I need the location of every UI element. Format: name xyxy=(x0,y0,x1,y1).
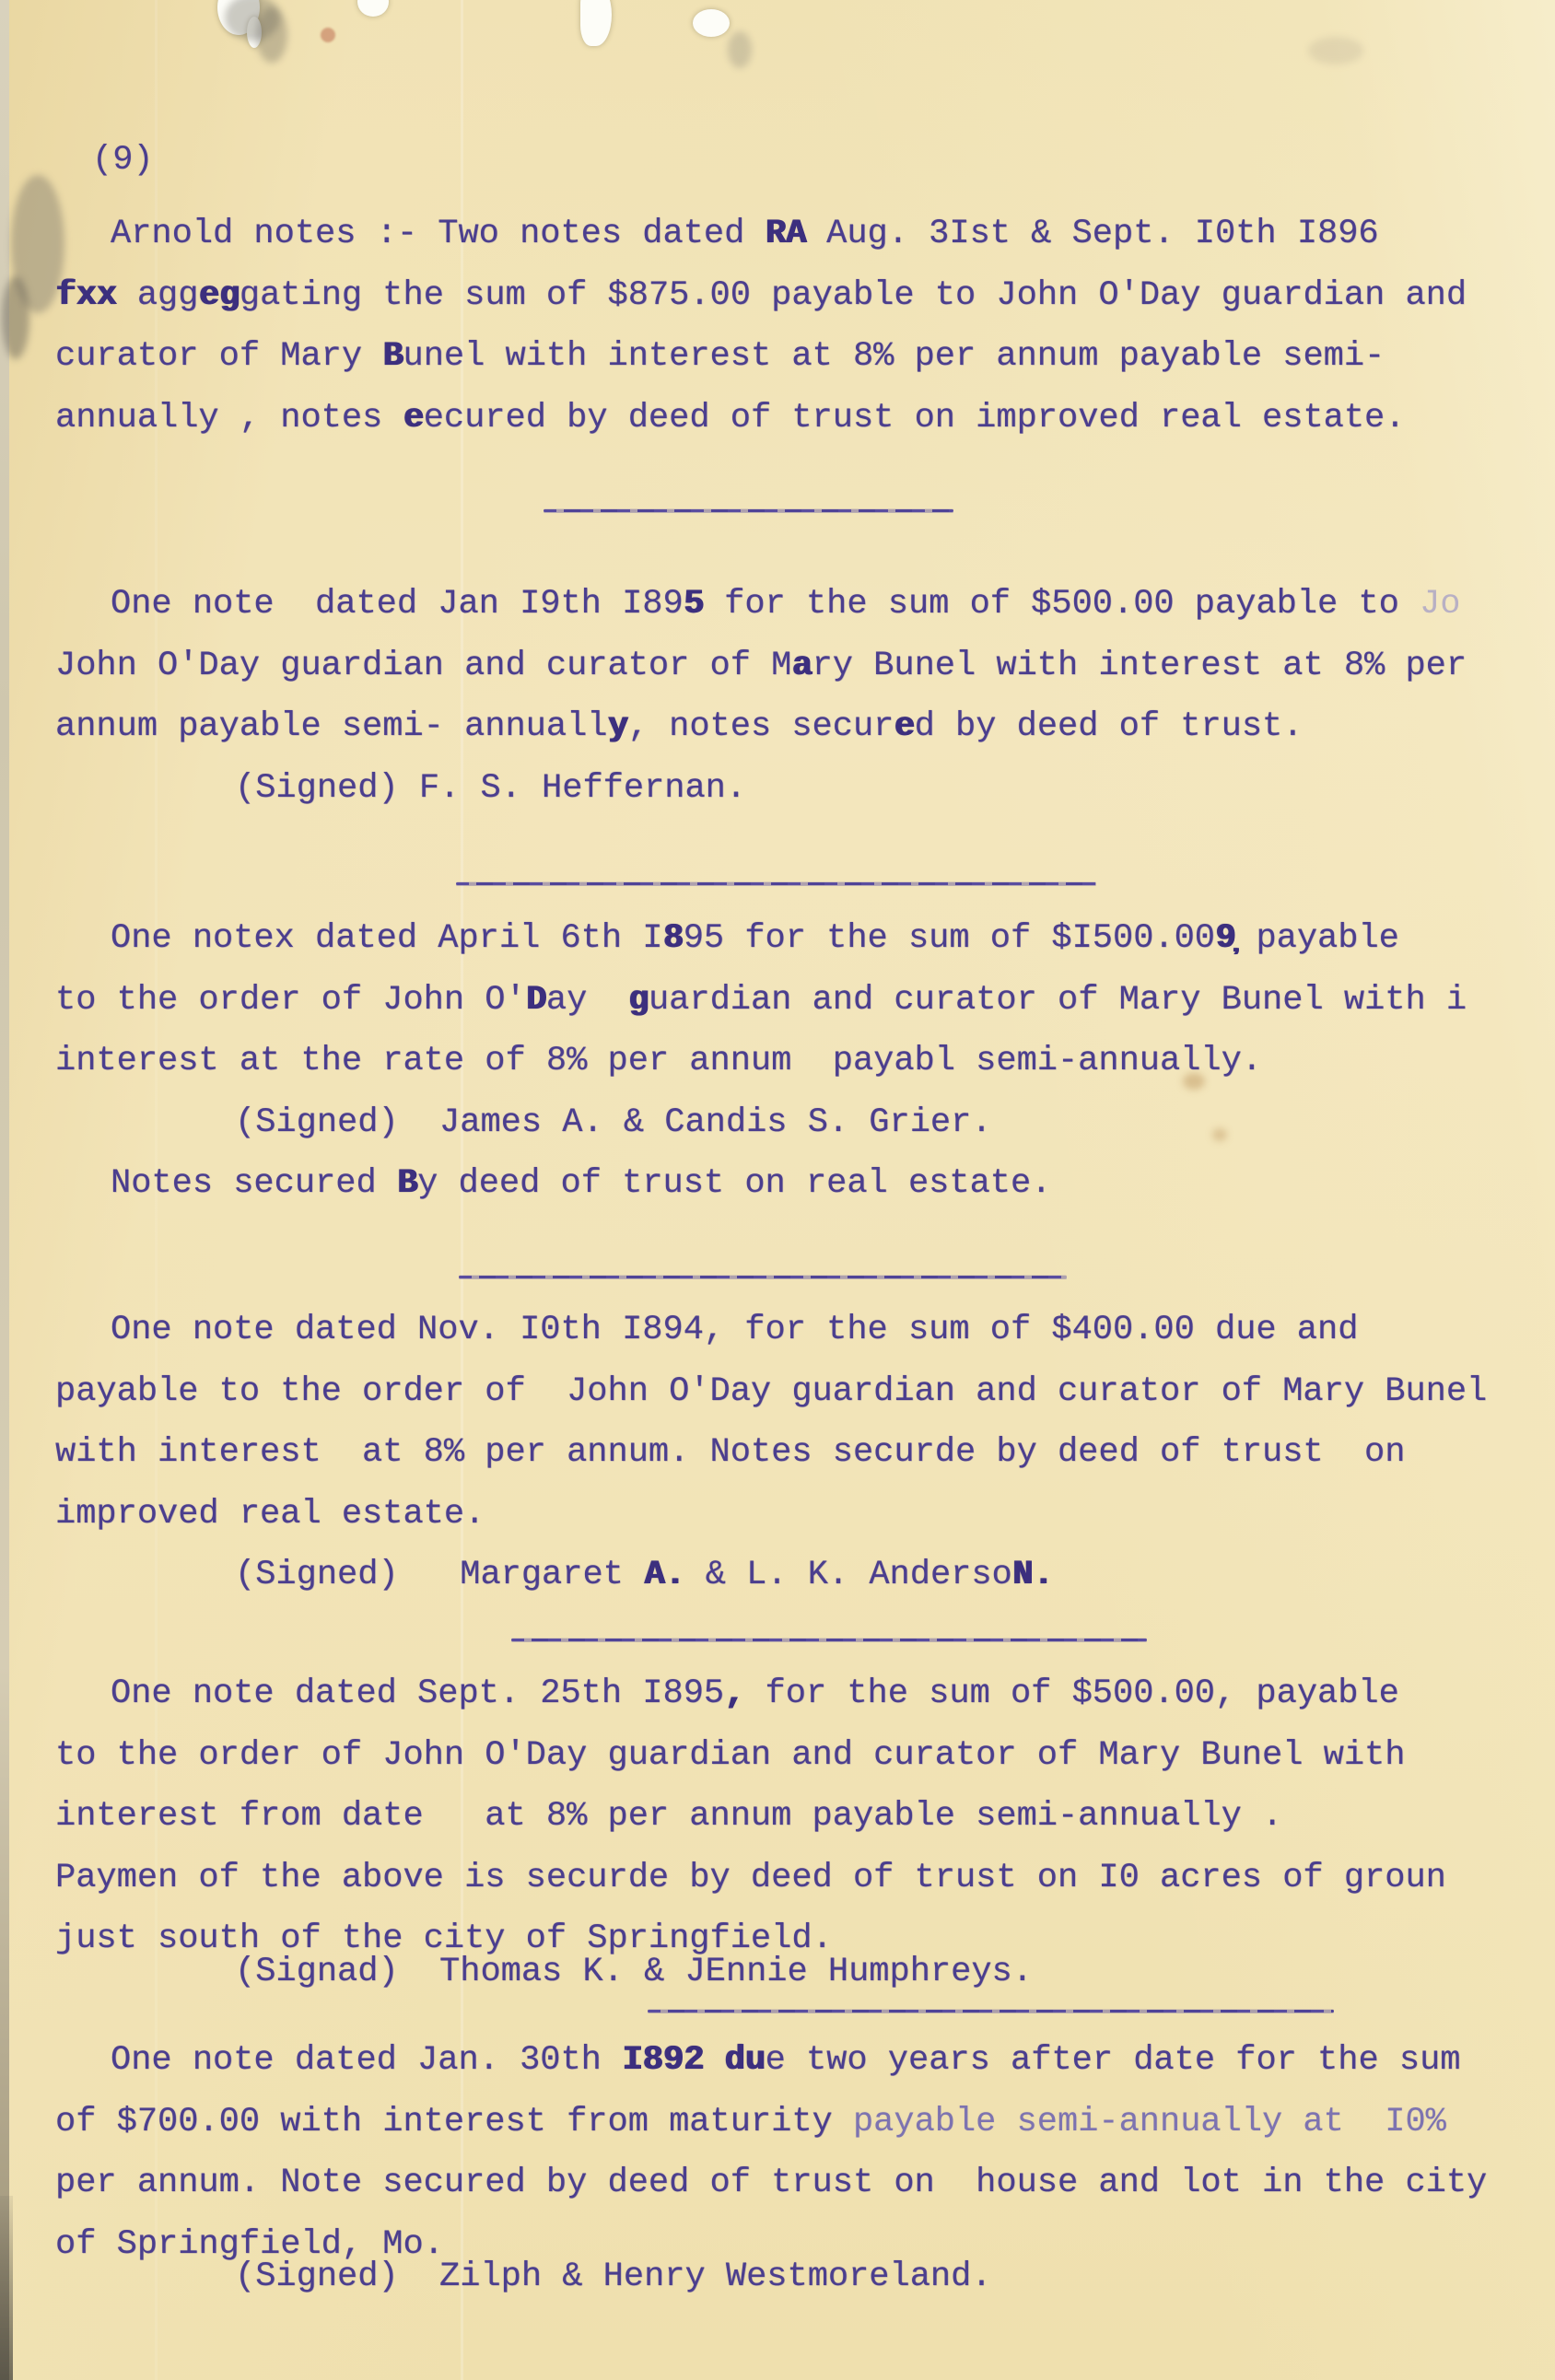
text-segment: 8 xyxy=(662,919,684,958)
text-segment: 5 xyxy=(683,585,704,624)
text-line xyxy=(55,388,1537,449)
stain-dot xyxy=(321,28,335,42)
text-segment: a xyxy=(791,646,813,685)
text-segment: of $700.00 with interest from maturity xyxy=(55,2102,853,2141)
text-segment: payable semi-annually at I0% xyxy=(852,2102,1446,2141)
text-segment: for the sum of $500.00 payable to xyxy=(703,585,1421,624)
text-segment: interest at the rate of 8% per annum payabl semi-annually. xyxy=(55,1042,1263,1080)
text-line xyxy=(55,204,1537,265)
paper-tear xyxy=(693,9,730,37)
text-segment: , xyxy=(724,1674,745,1713)
section-divider-line xyxy=(456,882,1096,885)
text-segment: ecured by deed of trust on improved real estate. xyxy=(423,398,1406,438)
text-segment: e xyxy=(403,398,424,438)
text-line xyxy=(55,574,1537,636)
text-segment: 9̦ xyxy=(1215,919,1236,958)
text-segment: payable xyxy=(1235,919,1399,958)
text-line xyxy=(55,758,1537,820)
smudge-mark xyxy=(1308,37,1363,64)
note-paragraph xyxy=(55,574,1537,819)
text-segment: y deed of trust on real estate. xyxy=(417,1164,1052,1203)
text-segment: e xyxy=(894,707,915,746)
text-line xyxy=(55,1422,1537,1484)
text-segment: RA xyxy=(765,215,806,253)
text-line xyxy=(55,1361,1537,1423)
text-segment: ay xyxy=(545,980,628,1020)
section-divider-line xyxy=(648,2010,1334,2012)
text-line xyxy=(55,1942,1537,2003)
paper-tear xyxy=(357,0,389,17)
text-segment: One note dated Nov. I0th I894, for the sum of $400.00 due and xyxy=(111,1311,1359,1349)
page-bottom-left-shadow xyxy=(0,2196,13,2380)
note-paragraph xyxy=(55,908,1537,1215)
text-segment: (Signed) Zilph & Henry Westmoreland. xyxy=(235,2258,992,2296)
text-segment: Arnold notes :- Two notes dated xyxy=(111,215,766,253)
text-segment: per annum. Note secured by deed of trust on house and lot in the city xyxy=(55,2164,1488,2202)
text-segment: I892 xyxy=(622,2041,704,2080)
text-segment: ry Bunel with interest at 8% per xyxy=(812,646,1467,685)
text-line xyxy=(55,1300,1537,1361)
text-segment: payable to the order of John O'Day guardian and curator of Mary Bunel xyxy=(55,1371,1488,1411)
text-line xyxy=(55,1848,1537,1909)
text-line xyxy=(55,1786,1537,1848)
section-divider-line xyxy=(511,1639,1147,1641)
text-segment: , notes secur xyxy=(627,707,894,746)
note-paragraph xyxy=(55,1300,1537,1606)
text-segment: unel with interest at 8% per annum payable semi- xyxy=(403,337,1385,376)
text-segment: B xyxy=(396,1164,418,1203)
text-segment: y xyxy=(607,707,628,746)
text-segment: (Signed) Margaret xyxy=(235,1556,645,1594)
text-segment: g xyxy=(627,980,649,1020)
smudge-mark xyxy=(256,7,287,63)
text-segment: N. xyxy=(1011,1556,1054,1594)
page-number: (9) xyxy=(92,141,154,180)
smudge-mark xyxy=(728,31,752,68)
text-segment: (Signad) Thomas K. & JEnnie Humphreys. xyxy=(235,1952,1033,1991)
text-segment xyxy=(704,2041,724,2080)
note-paragraph xyxy=(55,2030,1537,2308)
text-segment: d by deed of trust. xyxy=(914,707,1304,746)
text-segment: Jo xyxy=(1420,585,1461,624)
text-line xyxy=(55,1725,1537,1787)
text-segment: annually , notes xyxy=(55,398,403,438)
text-segment: eg xyxy=(198,275,240,315)
note-paragraph xyxy=(55,1663,1537,2002)
text-segment: uardian and curator of Mary Bunel with i xyxy=(648,980,1467,1020)
text-segment: 95 for the sum of $I500.00 xyxy=(683,919,1216,958)
text-segment: improved real estate. xyxy=(55,1494,485,1534)
text-segment: One note dated Jan. 30th xyxy=(111,2041,623,2080)
text-segment: agg xyxy=(116,275,199,315)
text-line xyxy=(55,1092,1537,1154)
text-segment: of Springfield, Mo. xyxy=(55,2224,444,2264)
text-line xyxy=(55,908,1537,970)
text-segment: D xyxy=(525,980,546,1020)
text-segment: to the order of John O'Day guardian and curator of Mary Bunel with xyxy=(55,1735,1406,1775)
smudge-mark xyxy=(2,276,29,359)
paper-tear xyxy=(580,0,612,46)
text-segment: e two years after date for the sum xyxy=(765,2041,1461,2080)
note-paragraph xyxy=(55,204,1537,449)
text-segment: du xyxy=(724,2041,766,2080)
text-segment: for the sum of $500.00, payable xyxy=(744,1674,1399,1713)
text-segment: fxx xyxy=(55,275,117,315)
text-line xyxy=(55,2092,1537,2153)
text-segment: Notes secured xyxy=(111,1164,397,1203)
text-segment: One notex dated April 6th I xyxy=(111,919,663,958)
text-segment: (Signed) F. S. Heffernan. xyxy=(235,768,747,808)
text-line xyxy=(55,636,1537,697)
text-segment: curator of Mary xyxy=(55,337,383,376)
text-line xyxy=(55,1663,1537,1725)
text-line xyxy=(55,1153,1537,1215)
text-segment: B xyxy=(382,337,403,376)
text-segment: just south of the city of Springfield. xyxy=(55,1919,833,1958)
text-line xyxy=(55,1484,1537,1546)
text-segment: One note dated Sept. 25th I895 xyxy=(111,1674,725,1713)
text-line xyxy=(55,1031,1537,1092)
text-line xyxy=(55,2152,1537,2214)
text-segment: Paymen of the above is securde by deed of trust on I0 acres of groun xyxy=(55,1858,1446,1897)
text-line xyxy=(55,265,1537,327)
text-segment: interest from date at 8% per annum payable semi-annually . xyxy=(55,1797,1283,1836)
text-segment: with interest at 8% per annum. Notes securde by deed of trust on xyxy=(55,1433,1406,1472)
text-segment: to the order of John O' xyxy=(55,980,526,1020)
text-line xyxy=(55,2246,1537,2308)
text-segment: John O'Day guardian and curator of M xyxy=(55,646,792,685)
text-segment: annum payable semi- annuall xyxy=(55,707,608,746)
section-divider-line xyxy=(544,509,953,512)
text-segment: Aug. 3Ist & Sept. I0th I896 xyxy=(805,215,1379,253)
text-line xyxy=(55,2030,1537,2092)
page-left-edge xyxy=(0,0,9,2380)
text-segment: & L. K. Anderso xyxy=(684,1556,1012,1594)
section-divider-line xyxy=(459,1276,1067,1278)
text-line xyxy=(55,1545,1537,1606)
text-line xyxy=(55,696,1537,758)
text-line xyxy=(55,326,1537,388)
text-segment: gating the sum of $875.00 payable to John O'Day guardian and xyxy=(239,275,1467,315)
text-line xyxy=(55,970,1537,1032)
text-segment: One note dated Jan I9th I89 xyxy=(111,585,684,624)
text-segment: (Signed) James A. & Candis S. Grier. xyxy=(235,1102,992,1142)
text-segment: A. xyxy=(644,1556,685,1594)
